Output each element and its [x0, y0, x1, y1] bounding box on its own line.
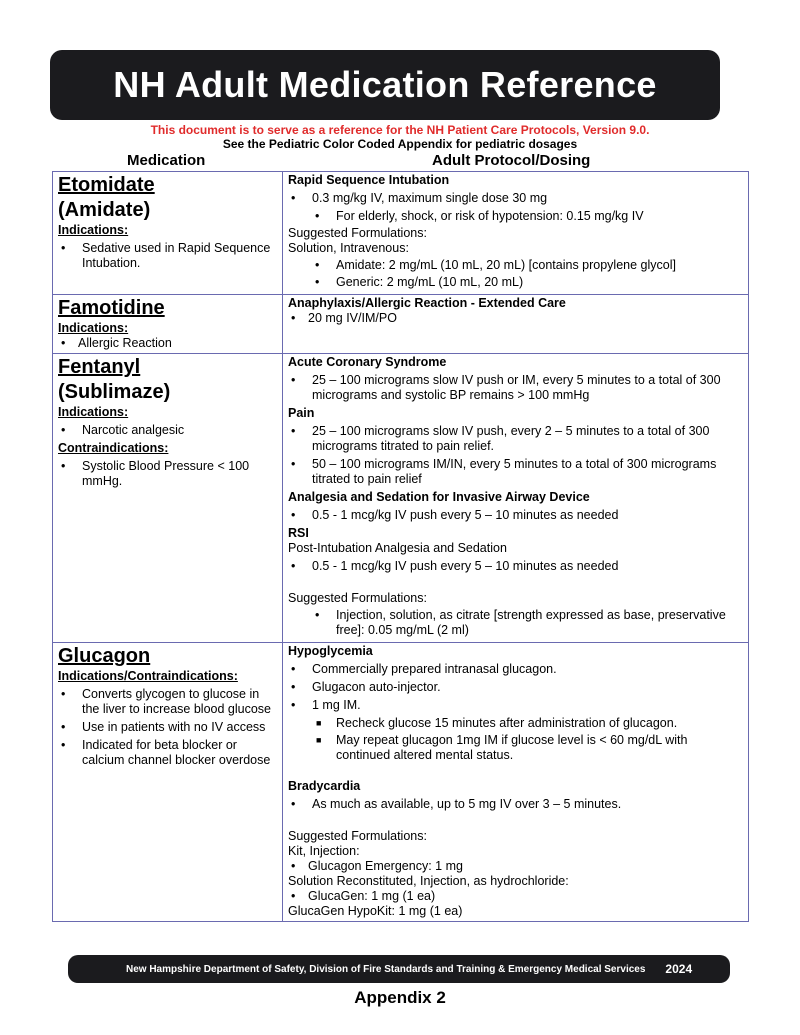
- list-item: • 25 – 100 micrograms slow IV push or IM, every 5 minutes to a total of 300 micrograms and systolic BP remains > 100 mmHg: [288, 373, 744, 403]
- dose-sub-list: [288, 716, 744, 763]
- dose-list: [288, 797, 744, 812]
- table-row: [53, 643, 749, 922]
- list-item: • Indicated for beta blocker or calcium channel blocker overdose: [58, 738, 278, 768]
- formulation-type: Solution Reconstituted, Injection, as hydrochloride:: [288, 874, 569, 888]
- contraindications-list: [58, 459, 278, 489]
- dose-list: [288, 662, 744, 713]
- protocol-heading: Analgesia and Sedation for Invasive Airway Device: [288, 490, 590, 504]
- list-item: • Glucagon Emergency: 1 mg: [288, 859, 744, 874]
- drug-name: Fentanyl: [58, 356, 141, 378]
- title-banner: [50, 50, 720, 120]
- list-item: • GlucaGen: 1 mg (1 ea): [288, 889, 744, 904]
- appendix-label: Appendix 2: [354, 988, 446, 1007]
- dose-list: [288, 559, 744, 574]
- protocol-heading: RSI: [288, 526, 309, 540]
- fentanyl-info-cell: [53, 354, 283, 643]
- formulations-label: Suggested Formulations:: [288, 591, 427, 605]
- formulation-item: GlucaGen HypoKit: 1 mg (1 ea): [288, 904, 463, 918]
- footer-banner: [68, 955, 730, 983]
- list-item: • 0.3 mg/kg IV, maximum single dose 30 mg: [288, 191, 744, 206]
- glucagon-info-cell: [53, 643, 283, 922]
- footer-organization: New Hampshire Department of Safety, Division of Fire Standards and Training & Emergency Medical Services: [126, 963, 646, 975]
- table-row: [53, 295, 749, 354]
- protocol-heading: Bradycardia: [288, 779, 361, 793]
- list-item: • Converts glycogen to glucose in the liver to increase blood glucose: [58, 687, 278, 717]
- indications-list: [58, 336, 278, 351]
- formulation-list: [288, 859, 744, 874]
- table-row: [53, 172, 749, 295]
- famotidine-info-cell: [53, 295, 283, 354]
- protocol-subheading: Post-Intubation Analgesia and Sedation: [288, 541, 507, 555]
- indications-label: Indications:: [58, 223, 129, 237]
- dose-list: [288, 373, 744, 403]
- list-item: • Injection, solution, as citrate [strength expressed as base, preservative free]: 0.05 mg/mL (2 ml): [312, 608, 744, 638]
- protocol-heading: Anaphylaxis/Allergic Reaction - Extended Care: [288, 296, 566, 310]
- subtitle-protocol-reference: This document is to serve as a reference for the NH Patient Care Protocols, Version 9.0.: [150, 123, 650, 137]
- dose-list: [288, 311, 744, 326]
- drug-brand-name: (Sublimaze): [58, 381, 171, 403]
- indications-list: [58, 687, 278, 768]
- subtitle-pediatric-note: See the Pediatric Color Coded Appendix for pediatric dosages: [222, 137, 578, 151]
- list-item: • 20 mg IV/IM/PO: [288, 311, 744, 326]
- column-header-dosing: Adult Protocol/Dosing: [432, 152, 591, 169]
- list-item: • For elderly, shock, or risk of hypotension: 0.15 mg/kg IV: [312, 209, 744, 224]
- list-item: • 25 – 100 micrograms slow IV push, every 2 – 5 minutes to a total of 300 micrograms titrated to pain relief.: [288, 424, 744, 454]
- indications-label: Indications:: [58, 321, 129, 335]
- list-item: • Glugacon auto-injector.: [288, 680, 744, 695]
- etomidate-dosing-cell: [283, 172, 749, 295]
- list-item: • As much as available, up to 5 mg IV over 3 – 5 minutes.: [288, 797, 744, 812]
- list-item: • Sedative used in Rapid Sequence Intubation.: [58, 241, 278, 271]
- glucagon-dosing-cell: [283, 643, 749, 922]
- list-item: • Use in patients with no IV access: [58, 720, 278, 735]
- formulation-type: Kit, Injection:: [288, 844, 360, 858]
- formulation-list: [288, 889, 744, 904]
- protocol-heading: Hypoglycemia: [288, 644, 373, 658]
- dose-list: [288, 508, 744, 523]
- column-header-medication: Medication: [127, 152, 206, 169]
- footer-year: 2024: [665, 962, 693, 976]
- spacer: [288, 765, 744, 779]
- dose-list: [288, 191, 744, 206]
- list-item: • Amidate: 2 mg/mL (10 mL, 20 mL) [contains propylene glycol]: [312, 258, 744, 273]
- contraindications-label: Contraindications:: [58, 441, 169, 455]
- table-row: [53, 354, 749, 643]
- fentanyl-dosing-cell: [283, 354, 749, 643]
- list-item: ■ Recheck glucose 15 minutes after administration of glucagon.: [312, 716, 744, 731]
- etomidate-info-cell: [53, 172, 283, 295]
- spacer: [288, 815, 744, 829]
- drug-name: Etomidate: [58, 174, 155, 196]
- list-item: • Allergic Reaction: [58, 336, 278, 351]
- list-item: • Generic: 2 mg/mL (10 mL, 20 mL): [312, 275, 744, 290]
- protocol-heading: Acute Coronary Syndrome: [288, 355, 447, 369]
- list-item: • Commercially prepared intranasal glucagon.: [288, 662, 744, 677]
- indications-list: [58, 423, 278, 438]
- list-item: • 1 mg IM.: [288, 698, 744, 713]
- dose-list: [288, 424, 744, 487]
- formulation-type: Solution, Intravenous:: [288, 241, 409, 255]
- formulations-label: Suggested Formulations:: [288, 226, 427, 240]
- indications-list: [58, 241, 278, 271]
- list-item: • 0.5 - 1 mcg/kg IV push every 5 – 10 minutes as needed: [288, 559, 744, 574]
- drug-brand-name: (Amidate): [58, 199, 151, 221]
- page-title: NH Adult Medication Reference: [113, 64, 657, 105]
- dose-sub-list: [288, 209, 744, 224]
- formulation-list: [288, 258, 744, 290]
- famotidine-dosing-cell: [283, 295, 749, 354]
- spacer: [288, 577, 744, 591]
- drug-name: Famotidine: [58, 297, 165, 319]
- list-item: • Systolic Blood Pressure < 100 mmHg.: [58, 459, 278, 489]
- indications-label: Indications:: [58, 405, 129, 419]
- formulations-label: Suggested Formulations:: [288, 829, 427, 843]
- list-item: • Narcotic analgesic: [58, 423, 278, 438]
- protocol-heading: Rapid Sequence Intubation: [288, 173, 450, 187]
- indications-label: Indications/Contraindications:: [58, 669, 238, 683]
- drug-name: Glucagon: [58, 645, 151, 667]
- medication-table: [52, 171, 749, 922]
- protocol-heading: Pain: [288, 406, 315, 420]
- list-item: • 0.5 - 1 mcg/kg IV push every 5 – 10 minutes as needed: [288, 508, 744, 523]
- formulation-list: [288, 608, 744, 638]
- list-item: • 50 – 100 micrograms IM/IN, every 5 minutes to a total of 300 micrograms titrated to pain relief: [288, 457, 744, 487]
- list-item: ■ May repeat glucagon 1mg IM if glucose level is < 60 mg/dL with continued altered mental status.: [312, 733, 744, 763]
